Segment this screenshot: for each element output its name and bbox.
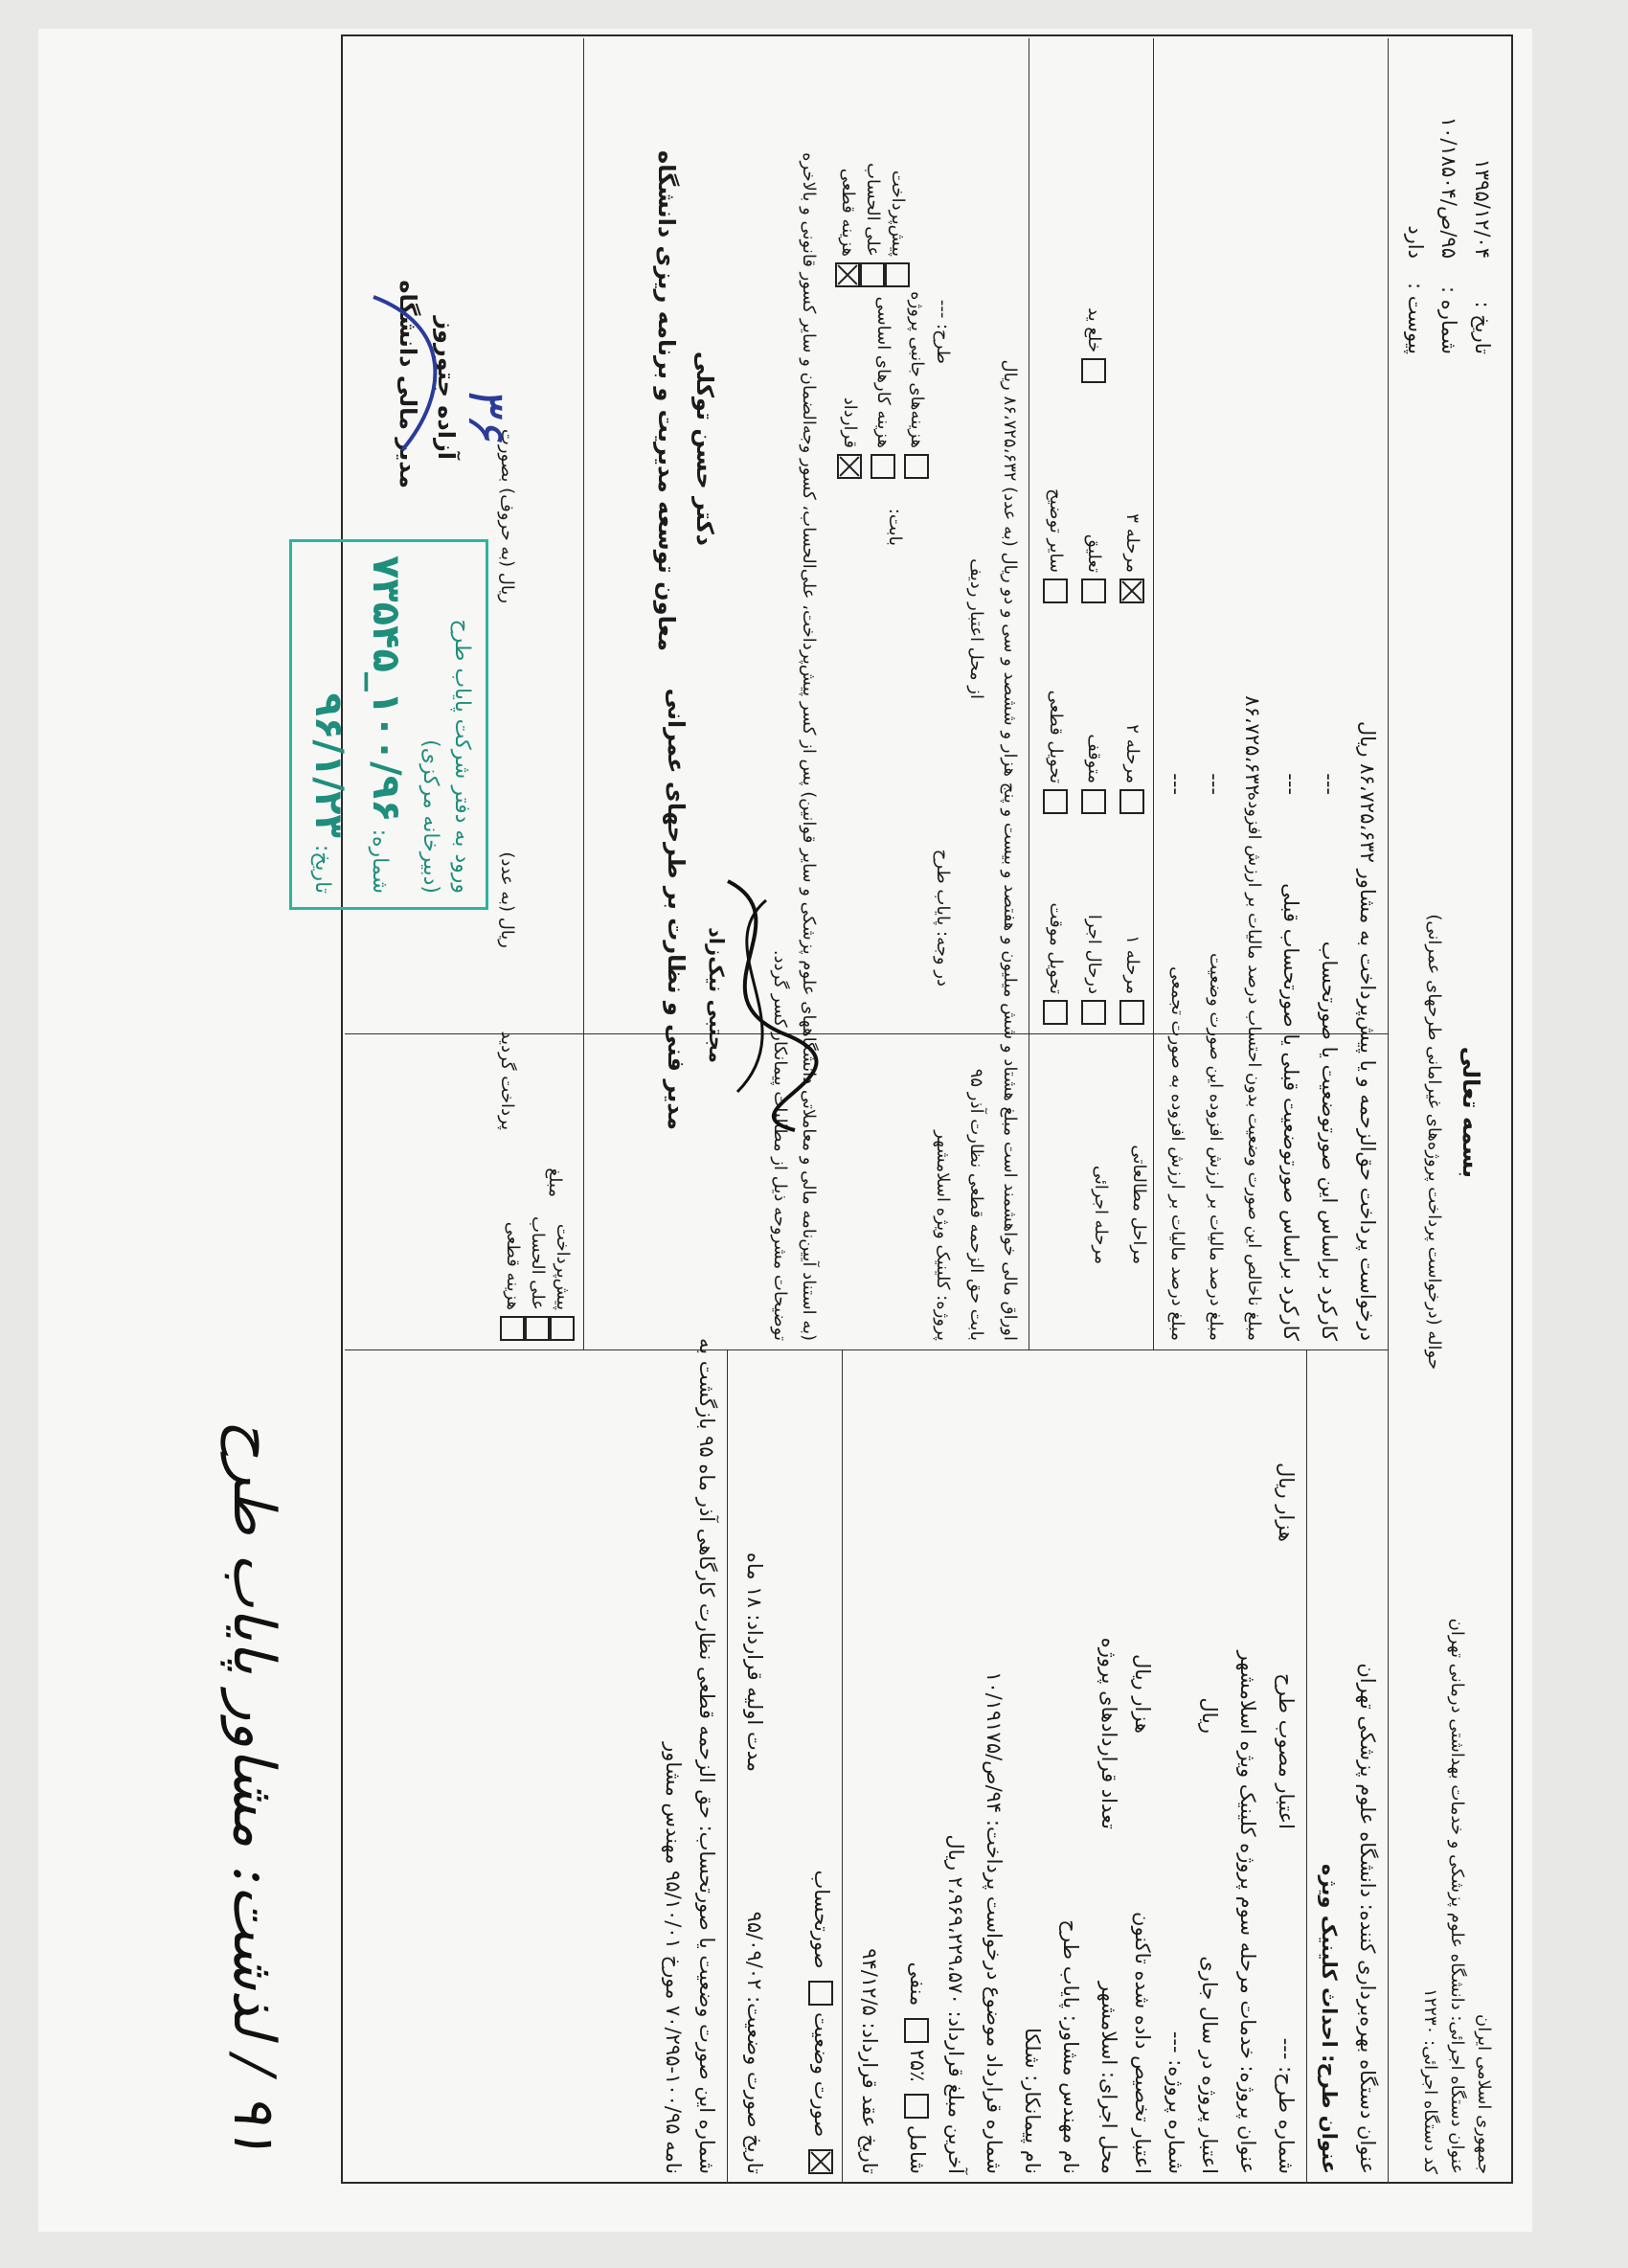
percent-row xyxy=(904,1962,929,2174)
deputy-title: معاون توسعه مدیریت و برنامه ریزی دانشگاه xyxy=(653,150,680,651)
column-divider xyxy=(345,1349,1389,1350)
suspend-checkbox[interactable] xyxy=(1081,578,1106,603)
payment-row2: کارکرد براساس صورتوضعیت قبلی یا صورتحساب قبلی xyxy=(1279,883,1302,1341)
final-cost-checkbox[interactable] xyxy=(835,262,860,287)
deputy-name: دکتر حسن توکلی xyxy=(691,351,718,546)
note1: (به استناد آیین‌نامه مالی و معاملاتی دانشگاههای علوم پزشکی و سایر قوانین) پس از کسر پیش‌پرداخت، علی‌الحساب، کسور وجه‌الضمان و سایر کسور قانونی و بالاخره xyxy=(799,152,819,1341)
cost-checkbox[interactable] xyxy=(904,454,929,479)
amount-label: مبلغ xyxy=(545,1168,565,1197)
statement-checkbox[interactable] xyxy=(808,2149,833,2174)
dash: --- xyxy=(1318,773,1341,795)
note2: توضیحات مشروحه ذیل از مطالبات پیمانکار کسر گردد. xyxy=(770,949,790,1341)
contract-no: شماره قرارداد موضوع درخواست پرداخت: ۹۴/ص/۱۰/۱۹۱۷۵ xyxy=(983,1671,1006,2174)
attachment-label: پیوست : xyxy=(1404,283,1427,354)
date-label: تاریخ : xyxy=(1471,301,1494,354)
payment-row5: مبلغ درصد مالیات بر ارزش افزوده به صورت تجمعی xyxy=(1167,966,1187,1341)
opt-cost: هزینه‌های جانبی پروژه xyxy=(904,291,929,479)
org-code: کد دستگاه اجرائی: ۱۲۲۳۰ xyxy=(1420,1987,1440,2174)
project-number: شماره طرح: --- xyxy=(1275,2037,1298,2174)
project-no: شماره پروژه: --- xyxy=(1164,2030,1187,2174)
handwritten-note: ۹۱ / لذشت: مشاور پایاب طرح xyxy=(220,1419,287,2155)
final-delivery: تحویل قطعی xyxy=(1043,691,1068,814)
bismillah: بسمه تعالی xyxy=(1458,1046,1484,1178)
divider xyxy=(1153,38,1154,1350)
contracts-count: تعداد قراردادهای پروژه xyxy=(1097,1637,1120,1829)
letter: نامه ۱۰۰/۹۵-۷۰/۲۹۵ مورخ ۹۵/۱۰/۰۱ مهندس مشاور xyxy=(662,1742,685,2174)
opt-base: هزینه کارهای اساسی xyxy=(871,297,895,479)
divider xyxy=(1306,1350,1307,2184)
current-year-credit: اعتبار پروژه در سال جاری xyxy=(1198,1956,1221,2174)
number-value: ۹۵/ص/۱۰/۱۸۵۰۴ xyxy=(1437,116,1460,259)
manager-signature xyxy=(690,862,824,1149)
duration: مدت اولیه قرارداد: ۱۸ ماه xyxy=(743,1552,766,1772)
stop-checkbox[interactable] xyxy=(1081,789,1106,814)
payment-label: پرداخت گردید xyxy=(497,1031,517,1130)
fee-checkbox[interactable] xyxy=(1081,358,1106,383)
manager-title: مدیر فنی و نظارت بر طرحهای عمرانی xyxy=(663,688,690,1130)
finance-title: مدیر مالی دانشگاه xyxy=(395,280,421,488)
attachment-value: دارد xyxy=(1404,225,1427,259)
office-stamp: ورود به دفتر شرکت پایاب طرح (دبیرخانه مرکزی) شماره: ۱۰۰/۹۶_۷۳۵۴۵ تاریخ: ۹۶/۱/۲۳ xyxy=(289,539,488,910)
org: عنوان دستگاه اجرائی: دانشگاه علوم پزشکی و خدمات بهداشتی درمانی تهران xyxy=(1447,1618,1467,2174)
in-progress-checkbox[interactable] xyxy=(1081,1000,1106,1025)
contract-date: تاریخ عقد قرارداد: ۹۴/۱۲/۵ xyxy=(858,1948,881,2174)
manager-name: مجتبی نیک‌زاد xyxy=(705,927,728,1063)
last-amount: آخرین مبلغ قرارداد: ۲،۹۶۹،۲۲۹،۵۷۰ ریال xyxy=(944,1834,967,2174)
stage1: مرحله ۱ xyxy=(1119,935,1144,1025)
on-account-checkbox[interactable] xyxy=(860,262,885,287)
finance-name: آزاده جتوروز xyxy=(433,316,460,460)
opt-contract: قرارداد xyxy=(837,397,862,479)
payment-row4: مبلغ درصد مالیات بر ارزش افزوده این صورت وضعیت xyxy=(1206,953,1226,1341)
consultant: نام مهندس مشاور: پایاب طرح xyxy=(1059,1919,1082,2174)
request-to: در وجه: پایاب طرح xyxy=(933,849,953,987)
divider xyxy=(842,1350,843,2184)
bottom-final-checkbox[interactable] xyxy=(500,1316,525,1341)
negative-checkbox[interactable] xyxy=(904,2018,929,2043)
payment-row3: مبلغ ناخالص این صورت وضعیت بدون احتساب درصد مالیات بر ارزش افزوده xyxy=(1244,791,1264,1341)
form-title: حواله (درخواست پرداخت پروژه‌های غیرامانی طرحهای عمرانی) xyxy=(1424,914,1444,1370)
fee: خلع ید xyxy=(1081,307,1106,383)
rial-unit: ریال xyxy=(1198,1697,1221,1734)
allocated-credit: اعتبار تخصیص داده شده تاکنون xyxy=(1131,1912,1154,2174)
statement-no: شماره این صورت وضعیت یا صورتحساب: حق الزحمه قطعی نظارت کارگاهی آذر ماه ۹۵ بازگشت به xyxy=(695,1337,718,2174)
payment-title: درخواست پرداخت حق‌الزحمه و یا پیش‌پرداخت به مشاور ۸۶،۷۲۵،۶۳۲ ریال xyxy=(1356,720,1379,1341)
beneficiary: عنوان دستگاه بهره‌برداری کننده: دانشگاه علوم پزشکی تهران xyxy=(1356,1663,1379,2174)
request-plan: طرح: --- xyxy=(933,299,953,364)
scanned-page xyxy=(38,29,1532,2232)
stage3-checkbox[interactable] xyxy=(1119,578,1144,603)
rial-letters: ریال (به حروف) بصورت xyxy=(497,428,517,603)
base-checkbox[interactable] xyxy=(871,454,895,479)
in-progress: درحال اجرا xyxy=(1081,915,1106,1025)
other: سایر توضیح xyxy=(1043,488,1068,603)
suspend: تعلیق xyxy=(1081,534,1106,603)
advance-checkbox[interactable] xyxy=(885,262,910,287)
divider xyxy=(727,1350,728,2184)
date-value: ۱۳۹۵/۱۲/۰۴ xyxy=(1471,158,1494,259)
payment-row1: کارکرد براساس این صورتوضعیت یا صورتحساب xyxy=(1318,941,1341,1341)
pay-options: پیش‌پرداخت علی الحساب هزینه قطعی xyxy=(835,163,910,287)
bottom-advance-checkbox[interactable] xyxy=(550,1316,575,1341)
full-checkbox[interactable] xyxy=(904,2094,929,2119)
contract-checkbox[interactable] xyxy=(837,454,862,479)
divider xyxy=(583,38,584,1350)
location: محل اجرای: اسلامشهر xyxy=(1097,1981,1120,2174)
bottom-options: پیش‌پرداخت علی الحساب هزینه قطعی xyxy=(500,1216,575,1341)
dash: --- xyxy=(1279,773,1302,795)
statement-type-row: صورت وضعیت صورتحساب xyxy=(808,1870,833,2174)
temp-delivery: تحویل موقت xyxy=(1043,902,1068,1025)
stage2: مرحله ۲ xyxy=(1119,724,1144,814)
rotated-form xyxy=(38,29,1532,2232)
temp-delivery-checkbox[interactable] xyxy=(1043,1000,1068,1025)
request-line2: بابت حق الزحمه قطعی نظارت آذر ۹۵ xyxy=(966,1068,986,1341)
dash: --- xyxy=(1164,773,1187,795)
rial-unit: هزار ریال xyxy=(1275,1463,1298,1542)
final-delivery-checkbox[interactable] xyxy=(1043,789,1068,814)
percent: ٪۲۵ xyxy=(906,2049,929,2082)
stages-label: مراحل مطالعاتی xyxy=(1129,1145,1149,1264)
invoice-checkbox[interactable] xyxy=(808,1981,833,2006)
contractor: نام پیمانکار: شلکا xyxy=(1021,2028,1044,2174)
request-line3: پروژه: کلینیک ویژه اسلامشهر xyxy=(933,1130,953,1341)
divider xyxy=(1388,38,1389,2184)
project-name: عنوان پروژه: خدمات مرحله سوم پروژه کلینیک ویژه اسلامشهر xyxy=(1236,1650,1259,2174)
request-line1: اوراق مالی خواهشمند است مبلغ هشتاد و شش میلیون و هفتصد و بیست و پنج هزار و ششصد و سی و دو ریال (به عدد) ۸۶،۷۲۵،۶۳۲ ریال xyxy=(1000,359,1020,1341)
stop: متوقف xyxy=(1081,734,1106,814)
finance-signature xyxy=(354,278,460,469)
handwritten-number: ۳۶ xyxy=(457,384,517,441)
negative-label: منفی xyxy=(906,1962,929,2007)
opt-babat: بابت: xyxy=(885,508,905,546)
full-label: شامل xyxy=(906,2124,929,2174)
stage2-checkbox[interactable] xyxy=(1119,789,1144,814)
project-title: عنوان طرح: احداث کلینیک ویژه xyxy=(1318,1864,1341,2174)
stage3: مرحله ۳ xyxy=(1119,513,1144,603)
bottom-onaccount-checkbox[interactable] xyxy=(525,1316,550,1341)
stage1-checkbox[interactable] xyxy=(1119,1000,1144,1025)
rial-number: ریال (به عدد) xyxy=(497,851,517,948)
country: جمهوری اسلامی ایران xyxy=(1474,2014,1494,2174)
request-line4: از محل اعتبار ردیف xyxy=(966,558,986,699)
statement-date: تاریخ صورت وضعیت: ۹۵/۰۹/۰۲ xyxy=(743,1911,766,2174)
other-checkbox[interactable] xyxy=(1043,578,1068,603)
payment-row3-value: ۸۶،۷۲۵،۶۳۲ xyxy=(1241,695,1264,795)
rial-unit: هزار ریال xyxy=(1131,1654,1154,1734)
dash: --- xyxy=(1203,773,1226,795)
approved-credit: اعتبار مصوب طرح xyxy=(1275,1673,1298,1829)
exec-stage: مرحله اجرائی xyxy=(1091,1165,1111,1264)
number-label: شماره : xyxy=(1437,285,1460,354)
